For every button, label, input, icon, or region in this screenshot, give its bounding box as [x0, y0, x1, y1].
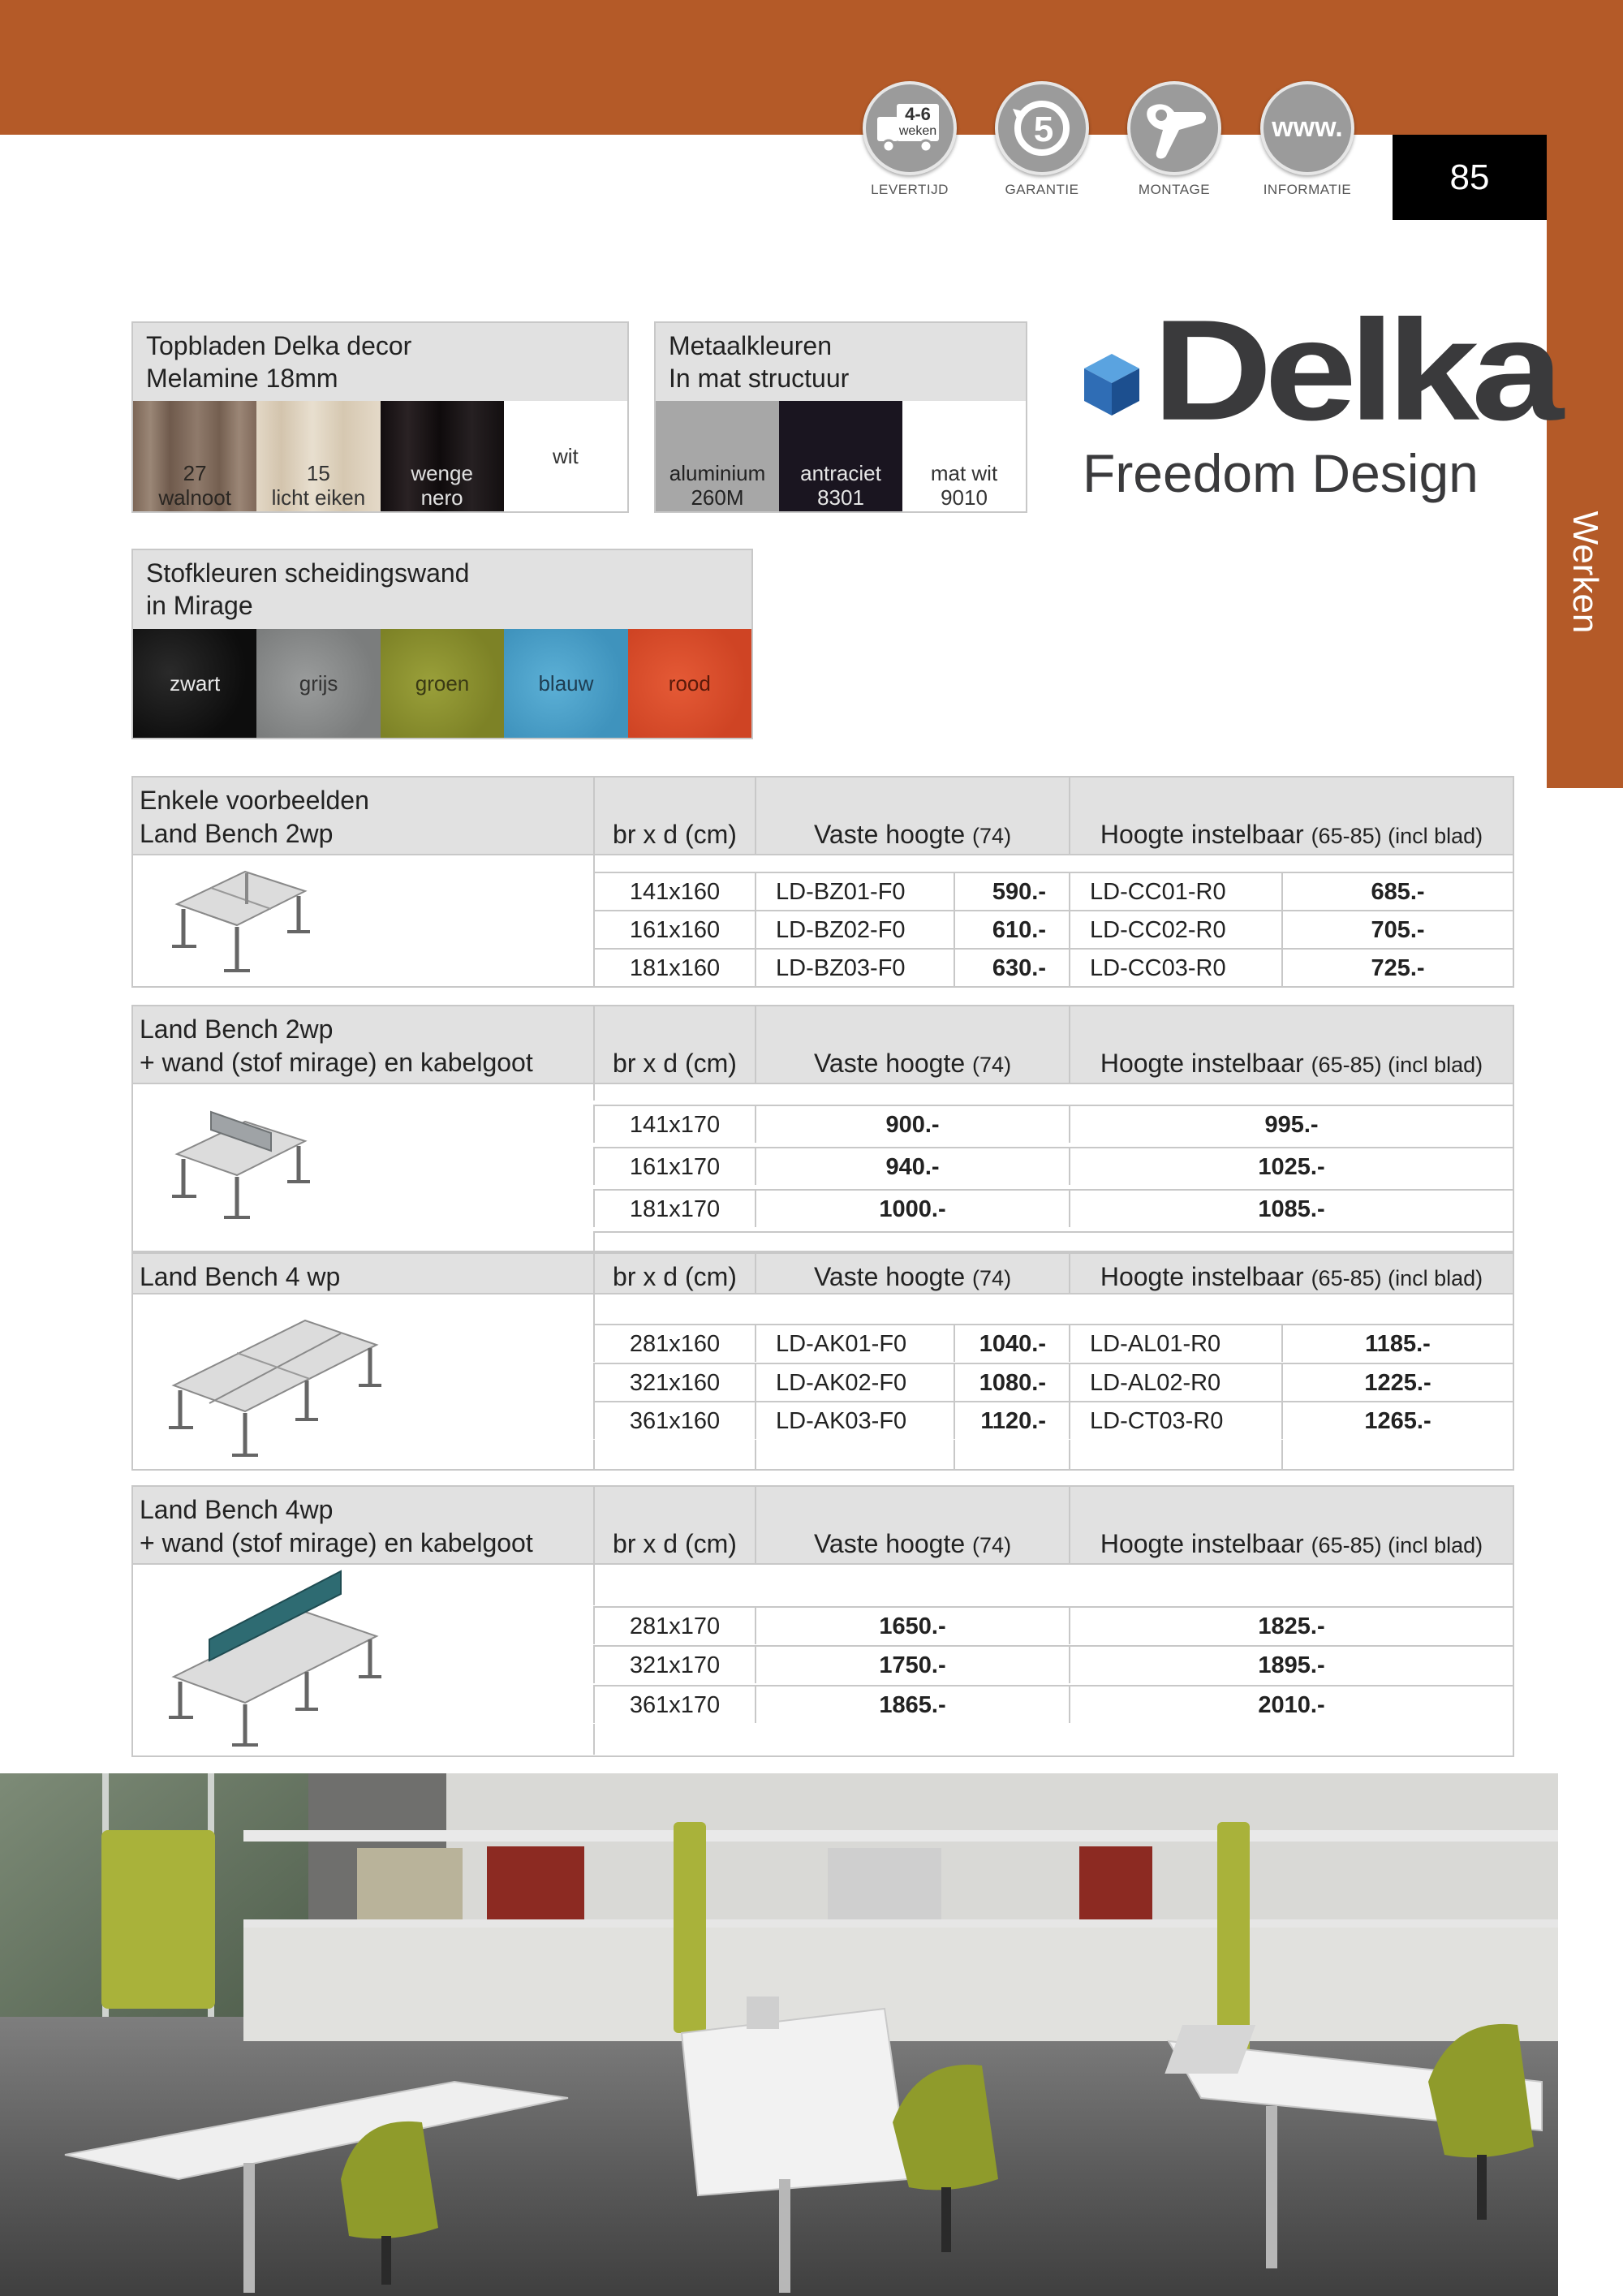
header-note: (65-85) (incl blad) — [1311, 1053, 1483, 1077]
truck-icon — [863, 81, 957, 175]
cell-adjust-price: 1265.- — [1281, 1401, 1513, 1439]
table-title — [133, 778, 593, 854]
cell-fixed-price: 1080.- — [954, 1363, 1069, 1401]
col-header-fixed — [755, 1006, 1069, 1083]
cell-size: 161x160 — [593, 910, 755, 948]
side-accent-band — [1547, 135, 1623, 788]
bench-4wp-illustration — [133, 1294, 593, 1465]
title-line: Stofkleuren scheidingswand — [146, 558, 470, 588]
row-spacer — [593, 1440, 755, 1469]
title-line: Land Bench 2wp — [140, 1014, 334, 1044]
header-label: Vaste hoogte — [813, 1529, 966, 1558]
header-note: (74) — [972, 1053, 1012, 1077]
row-spacer — [593, 1083, 1513, 1101]
title-line: Topbladen Delka decor — [146, 331, 412, 360]
swatch-label: grijs — [299, 671, 338, 696]
stofkleuren-swatch-panel — [131, 549, 753, 739]
swatch-panel-title — [133, 550, 751, 629]
cell-fixed-price: 630.- — [954, 948, 1069, 986]
row-spacer — [1069, 1440, 1281, 1469]
information-badge — [1246, 81, 1368, 198]
bench-2wp-illustration — [133, 855, 593, 980]
swatch-label: antraciet — [800, 461, 881, 485]
col-header-adjustable — [1069, 1254, 1513, 1293]
swatch-label: blauw — [538, 671, 594, 696]
cell-adjust-code: LD-CC03-R0 — [1069, 948, 1281, 986]
header-label: Hoogte instelbaar — [1100, 1262, 1304, 1291]
warranty-badge — [981, 81, 1103, 198]
header-label: Hoogte instelbaar — [1100, 820, 1304, 849]
swatch-aluminium — [656, 401, 779, 511]
cell-size: 361x170 — [593, 1685, 755, 1723]
swatch-zwart — [133, 629, 256, 738]
row-spacer — [593, 1293, 1513, 1324]
col-header-adjustable — [1069, 1487, 1513, 1563]
brand-name: Delka — [1152, 290, 1556, 450]
swatch-grijs — [256, 629, 380, 738]
icon-caption: INFORMATIE — [1263, 182, 1352, 197]
swatch-label: groen — [415, 671, 470, 696]
page-number: 85 — [1393, 135, 1547, 220]
swatch-panel-title — [656, 323, 1026, 401]
col-header-fixed — [755, 1254, 1069, 1293]
col-header-fixed — [755, 1487, 1069, 1563]
cell-fixed-code: LD-BZ02-F0 — [755, 910, 954, 948]
www-icon — [1260, 81, 1354, 175]
header-label: Vaste hoogte — [813, 820, 966, 849]
cell-adjust-price: 2010.- — [1069, 1685, 1513, 1723]
swatch-label: 27 — [183, 461, 207, 485]
top-accent-band — [0, 0, 1623, 135]
icon-caption: GARANTIE — [1005, 182, 1079, 197]
row-spacer — [593, 1563, 1513, 1605]
swatch-licht-eiken — [256, 401, 380, 511]
bench-4wp-wand-illustration — [133, 1565, 593, 1751]
cell-adjust-price: 1895.- — [1069, 1645, 1513, 1683]
bench-2wp-wand-illustration — [133, 1084, 593, 1227]
swatch-label: licht eiken — [271, 485, 366, 510]
assembly-badge — [1113, 81, 1235, 198]
row-spacer — [593, 1724, 1513, 1755]
svg-text:5: 5 — [1033, 110, 1054, 149]
header-note: (74) — [972, 824, 1012, 848]
header-label: Vaste hoogte — [813, 1262, 966, 1291]
cell-fixed-code: LD-BZ01-F0 — [755, 872, 954, 910]
svg-text:4-6: 4-6 — [905, 104, 931, 124]
cell-size: 141x170 — [593, 1105, 755, 1143]
cell-adjust-price: 1225.- — [1281, 1363, 1513, 1401]
title-line: Land Bench 2wp — [140, 819, 334, 848]
svg-text:www.: www. — [1272, 112, 1343, 143]
cell-adjust-code: LD-CT03-R0 — [1069, 1401, 1281, 1439]
office-photo — [0, 1773, 1558, 2296]
row-spacer — [1281, 1440, 1513, 1469]
swatch-label: wit — [552, 444, 579, 468]
cell-adjust-price: 1025.- — [1069, 1147, 1513, 1185]
swatch-rood — [628, 629, 751, 738]
swatch-antraciet — [779, 401, 902, 511]
brand-tagline: Freedom Design — [1083, 443, 1479, 503]
price-table-4wp — [131, 1252, 1514, 1471]
col-header-size: br x d (cm) — [593, 1006, 755, 1083]
cell-fixed-price: 1040.- — [954, 1324, 1069, 1362]
table-title — [133, 1006, 593, 1083]
cell-adjust-price: 685.- — [1281, 872, 1513, 910]
product-image — [133, 1563, 593, 1755]
swatch-label: mat wit — [930, 461, 998, 485]
swatch-label: nero — [420, 485, 463, 510]
cell-fixed-price: 900.- — [755, 1105, 1069, 1143]
cell-fixed-code: LD-BZ03-F0 — [755, 948, 954, 986]
cell-adjust-price: 1085.- — [1069, 1189, 1513, 1227]
cell-adjust-code: LD-CC02-R0 — [1069, 910, 1281, 948]
cell-fixed-price: 1750.- — [755, 1645, 1069, 1683]
swatch-label: aluminium — [669, 461, 766, 485]
header-label: Hoogte instelbaar — [1100, 1529, 1304, 1558]
price-table-2wp — [131, 776, 1514, 988]
cell-fixed-price: 610.- — [954, 910, 1069, 948]
cell-adjust-code: LD-CC01-R0 — [1069, 872, 1281, 910]
swatch-mat-wit — [902, 401, 1026, 511]
title-line: in Mirage — [146, 591, 253, 620]
cell-fixed-code: LD-AK01-F0 — [755, 1324, 954, 1362]
swatch-blauw — [504, 629, 627, 738]
cell-adjust-price: 995.- — [1069, 1105, 1513, 1143]
cell-adjust-price: 1825.- — [1069, 1606, 1513, 1644]
col-header-size: br x d (cm) — [593, 778, 755, 854]
cell-size: 361x160 — [593, 1401, 755, 1439]
col-header-adjustable — [1069, 1006, 1513, 1083]
swatch-label: 9010 — [941, 485, 988, 510]
cell-fixed-price: 940.- — [755, 1147, 1069, 1185]
swatch-wit — [504, 401, 627, 511]
delka-logo — [1079, 290, 1556, 511]
cell-size: 181x170 — [593, 1189, 755, 1227]
product-image — [133, 1293, 593, 1469]
cell-fixed-price: 590.- — [954, 872, 1069, 910]
cell-size: 161x170 — [593, 1147, 755, 1185]
cell-adjust-code: LD-AL01-R0 — [1069, 1324, 1281, 1362]
metaalkleuren-swatch-panel — [654, 321, 1027, 513]
swatch-label: 8301 — [817, 485, 864, 510]
col-header-fixed — [755, 778, 1069, 854]
row-spacer — [755, 1440, 954, 1469]
swatch-label: 260M — [691, 485, 744, 510]
cell-adjust-price: 705.- — [1281, 910, 1513, 948]
topbladen-swatch-panel — [131, 321, 629, 513]
title-line: Enkele voorbeelden — [140, 786, 369, 815]
row-spacer — [593, 854, 1513, 872]
cell-fixed-price: 1120.- — [954, 1401, 1069, 1439]
office-scene-illustration — [0, 1773, 1558, 2296]
title-line: + wand (stof mirage) en kabelgoot — [140, 1528, 533, 1557]
swatch-label: 15 — [306, 461, 330, 485]
header-note: (65-85) (incl blad) — [1311, 824, 1483, 848]
table-title: Land Bench 4 wp — [133, 1254, 593, 1293]
cell-adjust-price: 725.- — [1281, 948, 1513, 986]
header-note: (74) — [972, 1266, 1012, 1290]
title-line: Metaalkleuren — [669, 331, 832, 360]
swatch-panel-title — [133, 323, 627, 401]
icon-caption: LEVERTIJD — [871, 182, 949, 197]
swatch-label: walnoot — [158, 485, 231, 510]
cell-fixed-price: 1000.- — [755, 1189, 1069, 1227]
cell-size: 141x160 — [593, 872, 755, 910]
cell-fixed-price: 1865.- — [755, 1685, 1069, 1723]
cell-adjust-price: 1185.- — [1281, 1324, 1513, 1362]
product-image — [133, 1083, 593, 1231]
cell-adjust-code: LD-AL02-R0 — [1069, 1363, 1281, 1401]
title-line: Melamine 18mm — [146, 364, 338, 393]
title-line: In mat structuur — [669, 364, 850, 393]
cell-fixed-code: LD-AK03-F0 — [755, 1401, 954, 1439]
title-line: + wand (stof mirage) en kabelgoot — [140, 1048, 533, 1077]
col-header-size: br x d (cm) — [593, 1254, 755, 1293]
cell-size: 321x170 — [593, 1645, 755, 1683]
swatch-label: rood — [668, 671, 711, 696]
header-note: (65-85) (incl blad) — [1311, 1266, 1483, 1290]
warranty-5-icon — [995, 81, 1089, 175]
cell-fixed-price: 1650.- — [755, 1606, 1069, 1644]
col-header-adjustable — [1069, 778, 1513, 854]
section-label: Werken — [1565, 510, 1605, 634]
header-label: Hoogte instelbaar — [1100, 1049, 1304, 1078]
row-spacer — [593, 1231, 1513, 1251]
cell-size: 281x170 — [593, 1606, 755, 1644]
swatch-label: wenge — [411, 461, 473, 485]
cell-fixed-code: LD-AK02-F0 — [755, 1363, 954, 1401]
table-title — [133, 1487, 593, 1563]
row-spacer — [954, 1440, 1069, 1469]
cell-size: 281x160 — [593, 1324, 755, 1362]
header-note: (74) — [972, 1533, 1012, 1557]
col-header-size: br x d (cm) — [593, 1487, 755, 1563]
swatch-wenge-nero — [381, 401, 504, 511]
cube-icon — [1083, 352, 1141, 417]
price-table-4wp-wand — [131, 1485, 1514, 1757]
header-note: (65-85) (incl blad) — [1311, 1533, 1483, 1557]
header-label: Vaste hoogte — [813, 1049, 966, 1078]
delivery-time-badge — [849, 81, 971, 198]
cell-size: 321x160 — [593, 1363, 755, 1401]
icon-caption: MONTAGE — [1138, 182, 1211, 197]
swatch-groen — [381, 629, 504, 738]
product-image — [133, 854, 593, 986]
swatch-label: zwart — [170, 671, 221, 696]
svg-text:weken: weken — [898, 124, 937, 138]
swatch-walnoot — [133, 401, 256, 511]
cell-size: 181x160 — [593, 948, 755, 986]
wrench-icon — [1127, 81, 1221, 175]
title-line: Land Bench 4wp — [140, 1495, 334, 1524]
price-table-2wp-wand — [131, 1005, 1514, 1252]
